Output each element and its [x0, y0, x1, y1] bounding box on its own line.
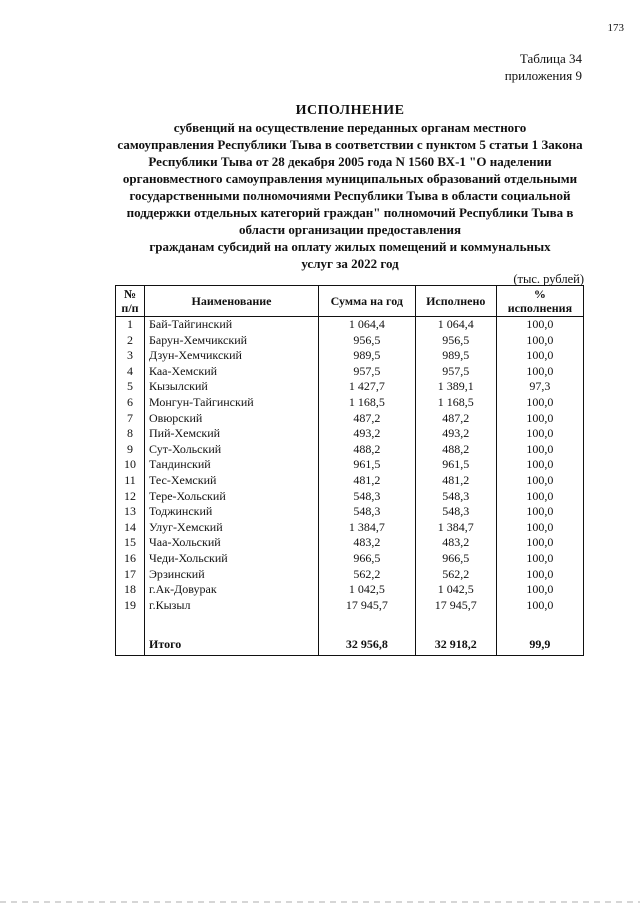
row-sum: 493,2 — [319, 426, 416, 442]
title-line: государственными полномочиями Республики Тыва в области социальной — [129, 188, 571, 203]
row-num: 12 — [116, 489, 145, 505]
row-done: 481,2 — [415, 473, 496, 489]
row-sum: 1 384,7 — [319, 520, 416, 536]
table-row — [116, 411, 584, 427]
header-name: Наименование — [145, 286, 319, 317]
row-sum: 548,3 — [319, 489, 416, 505]
row-num: 5 — [116, 379, 145, 395]
spacer-cell — [116, 613, 145, 633]
title-main: ИСПОЛНЕНИЕ — [295, 103, 405, 118]
row-pct: 97,3 — [496, 379, 583, 395]
row-sum: 1 427,7 — [319, 379, 416, 395]
row-pct: 100,0 — [496, 442, 583, 458]
header-pct-line1: % — [533, 287, 546, 301]
row-name: Улуг-Хемский — [145, 520, 319, 536]
row-done: 957,5 — [415, 364, 496, 380]
row-sum: 989,5 — [319, 348, 416, 364]
row-sum: 956,5 — [319, 333, 416, 349]
row-done: 989,5 — [415, 348, 496, 364]
row-num: 18 — [116, 582, 145, 598]
row-name: Тес-Хемский — [145, 473, 319, 489]
header-done: Исполнено — [415, 286, 496, 317]
row-done: 956,5 — [415, 333, 496, 349]
table-row — [116, 473, 584, 489]
row-sum: 966,5 — [319, 551, 416, 567]
row-name: Тоджинский — [145, 504, 319, 520]
row-num: 15 — [116, 535, 145, 551]
document-title — [105, 102, 595, 272]
page-number: 173 — [607, 22, 624, 34]
row-pct: 100,0 — [496, 598, 583, 614]
row-name: Тандинский — [145, 457, 319, 473]
title-line: гражданам субсидий на оплату жилых помещений и коммунальных — [149, 239, 551, 254]
total-pct: 99,9 — [496, 633, 583, 656]
title-line: Республики Тыва от 28 декабря 2005 года N 1560 ВХ-1 "О наделении — [148, 154, 552, 169]
row-name: г.Ак-Довурак — [145, 582, 319, 598]
table-row — [116, 379, 584, 395]
row-num: 8 — [116, 426, 145, 442]
table-row — [116, 348, 584, 364]
table-row — [116, 567, 584, 583]
row-name: Овюрский — [145, 411, 319, 427]
row-name: Тере-Хольский — [145, 489, 319, 505]
row-pct: 100,0 — [496, 395, 583, 411]
row-done: 493,2 — [415, 426, 496, 442]
row-num: 10 — [116, 457, 145, 473]
row-name: Кызылский — [145, 379, 319, 395]
row-name: Каа-Хемский — [145, 364, 319, 380]
row-done: 961,5 — [415, 457, 496, 473]
row-num: 7 — [116, 411, 145, 427]
table-row — [116, 520, 584, 536]
title-line: органовместного самоуправления муниципальных образований отдельными — [122, 171, 578, 186]
row-pct: 100,0 — [496, 582, 583, 598]
row-name: Сут-Хольский — [145, 442, 319, 458]
title-line: субвенций на осуществление переданных органам местного — [173, 120, 527, 135]
row-sum: 1 064,4 — [319, 317, 416, 333]
row-num: 19 — [116, 598, 145, 614]
row-name: Барун-Хемчикский — [145, 333, 319, 349]
row-num: 14 — [116, 520, 145, 536]
table-ref-line2: приложения 9 — [504, 68, 582, 83]
row-done: 488,2 — [415, 442, 496, 458]
row-sum: 957,5 — [319, 364, 416, 380]
row-done: 487,2 — [415, 411, 496, 427]
row-name: г.Кызыл — [145, 598, 319, 614]
total-name: Итого — [145, 633, 319, 656]
row-sum: 488,2 — [319, 442, 416, 458]
row-num: 6 — [116, 395, 145, 411]
row-done: 1 389,1 — [415, 379, 496, 395]
table-row — [116, 598, 584, 614]
row-pct: 100,0 — [496, 364, 583, 380]
table-reference — [505, 50, 582, 84]
row-sum: 961,5 — [319, 457, 416, 473]
row-sum: 1 168,5 — [319, 395, 416, 411]
table-row — [116, 504, 584, 520]
row-name: Бай-Тайгинский — [145, 317, 319, 333]
title-line: поддержки отдельных категорий граждан" полномочий Республики Тыва в — [126, 205, 574, 220]
table-row — [116, 364, 584, 380]
header-sum: Сумма на год — [319, 286, 416, 317]
row-num: 17 — [116, 567, 145, 583]
row-pct: 100,0 — [496, 520, 583, 536]
row-pct: 100,0 — [496, 426, 583, 442]
total-row — [116, 633, 584, 656]
row-sum: 17 945,7 — [319, 598, 416, 614]
row-done: 1 064,4 — [415, 317, 496, 333]
row-name: Эрзинский — [145, 567, 319, 583]
row-done: 1 384,7 — [415, 520, 496, 536]
row-pct: 100,0 — [496, 504, 583, 520]
row-pct: 100,0 — [496, 551, 583, 567]
spacer-cell — [319, 613, 416, 633]
row-name: Чеди-Хольский — [145, 551, 319, 567]
header-num-line2: п/п — [121, 301, 139, 315]
row-num: 1 — [116, 317, 145, 333]
row-done: 548,3 — [415, 504, 496, 520]
header-pct-line2: исполнения — [507, 301, 573, 315]
title-line: самоуправления Республики Тыва в соответствии с пунктом 5 статьи 1 Закона — [117, 137, 583, 152]
header-num — [116, 286, 145, 317]
scan-edge-marks — [0, 901, 640, 903]
row-pct: 100,0 — [496, 535, 583, 551]
table-row — [116, 457, 584, 473]
table-row — [116, 551, 584, 567]
total-num — [116, 633, 145, 656]
row-name: Дзун-Хемчикский — [145, 348, 319, 364]
total-done: 32 918,2 — [415, 633, 496, 656]
row-done: 1 042,5 — [415, 582, 496, 598]
spacer-cell — [496, 613, 583, 633]
row-pct: 100,0 — [496, 457, 583, 473]
row-sum: 483,2 — [319, 535, 416, 551]
row-num: 13 — [116, 504, 145, 520]
table-row — [116, 333, 584, 349]
row-pct: 100,0 — [496, 567, 583, 583]
title-line: услуг за 2022 год — [301, 256, 399, 271]
row-name: Чаа-Хольский — [145, 535, 319, 551]
row-name: Монгун-Тайгинский — [145, 395, 319, 411]
table-header-row — [116, 286, 584, 317]
row-pct: 100,0 — [496, 473, 583, 489]
spacer-cell — [145, 613, 319, 633]
row-pct: 100,0 — [496, 489, 583, 505]
table-row — [116, 426, 584, 442]
row-done: 548,3 — [415, 489, 496, 505]
execution-table — [115, 285, 584, 656]
row-sum: 1 042,5 — [319, 582, 416, 598]
spacer-cell — [415, 613, 496, 633]
table-row — [116, 317, 584, 333]
total-sum: 32 956,8 — [319, 633, 416, 656]
table-row — [116, 395, 584, 411]
row-done: 17 945,7 — [415, 598, 496, 614]
table-row — [116, 489, 584, 505]
row-num: 11 — [116, 473, 145, 489]
row-pct: 100,0 — [496, 317, 583, 333]
row-sum: 548,3 — [319, 504, 416, 520]
row-num: 16 — [116, 551, 145, 567]
row-sum: 487,2 — [319, 411, 416, 427]
row-done: 483,2 — [415, 535, 496, 551]
table-row — [116, 442, 584, 458]
header-pct — [496, 286, 583, 317]
row-pct: 100,0 — [496, 333, 583, 349]
table-row — [116, 535, 584, 551]
header-num-line1: № — [123, 287, 137, 301]
row-done: 562,2 — [415, 567, 496, 583]
row-sum: 481,2 — [319, 473, 416, 489]
row-pct: 100,0 — [496, 348, 583, 364]
row-num: 3 — [116, 348, 145, 364]
table-row — [116, 582, 584, 598]
table-ref-line1: Таблица 34 — [519, 51, 582, 66]
row-done: 966,5 — [415, 551, 496, 567]
row-sum: 562,2 — [319, 567, 416, 583]
row-pct: 100,0 — [496, 411, 583, 427]
spacer-row — [116, 613, 584, 633]
row-name: Пий-Хемский — [145, 426, 319, 442]
row-num: 4 — [116, 364, 145, 380]
row-num: 2 — [116, 333, 145, 349]
title-line: области организации предоставления — [238, 222, 462, 237]
row-done: 1 168,5 — [415, 395, 496, 411]
row-num: 9 — [116, 442, 145, 458]
units-label: (тыс. рублей) — [513, 272, 584, 286]
